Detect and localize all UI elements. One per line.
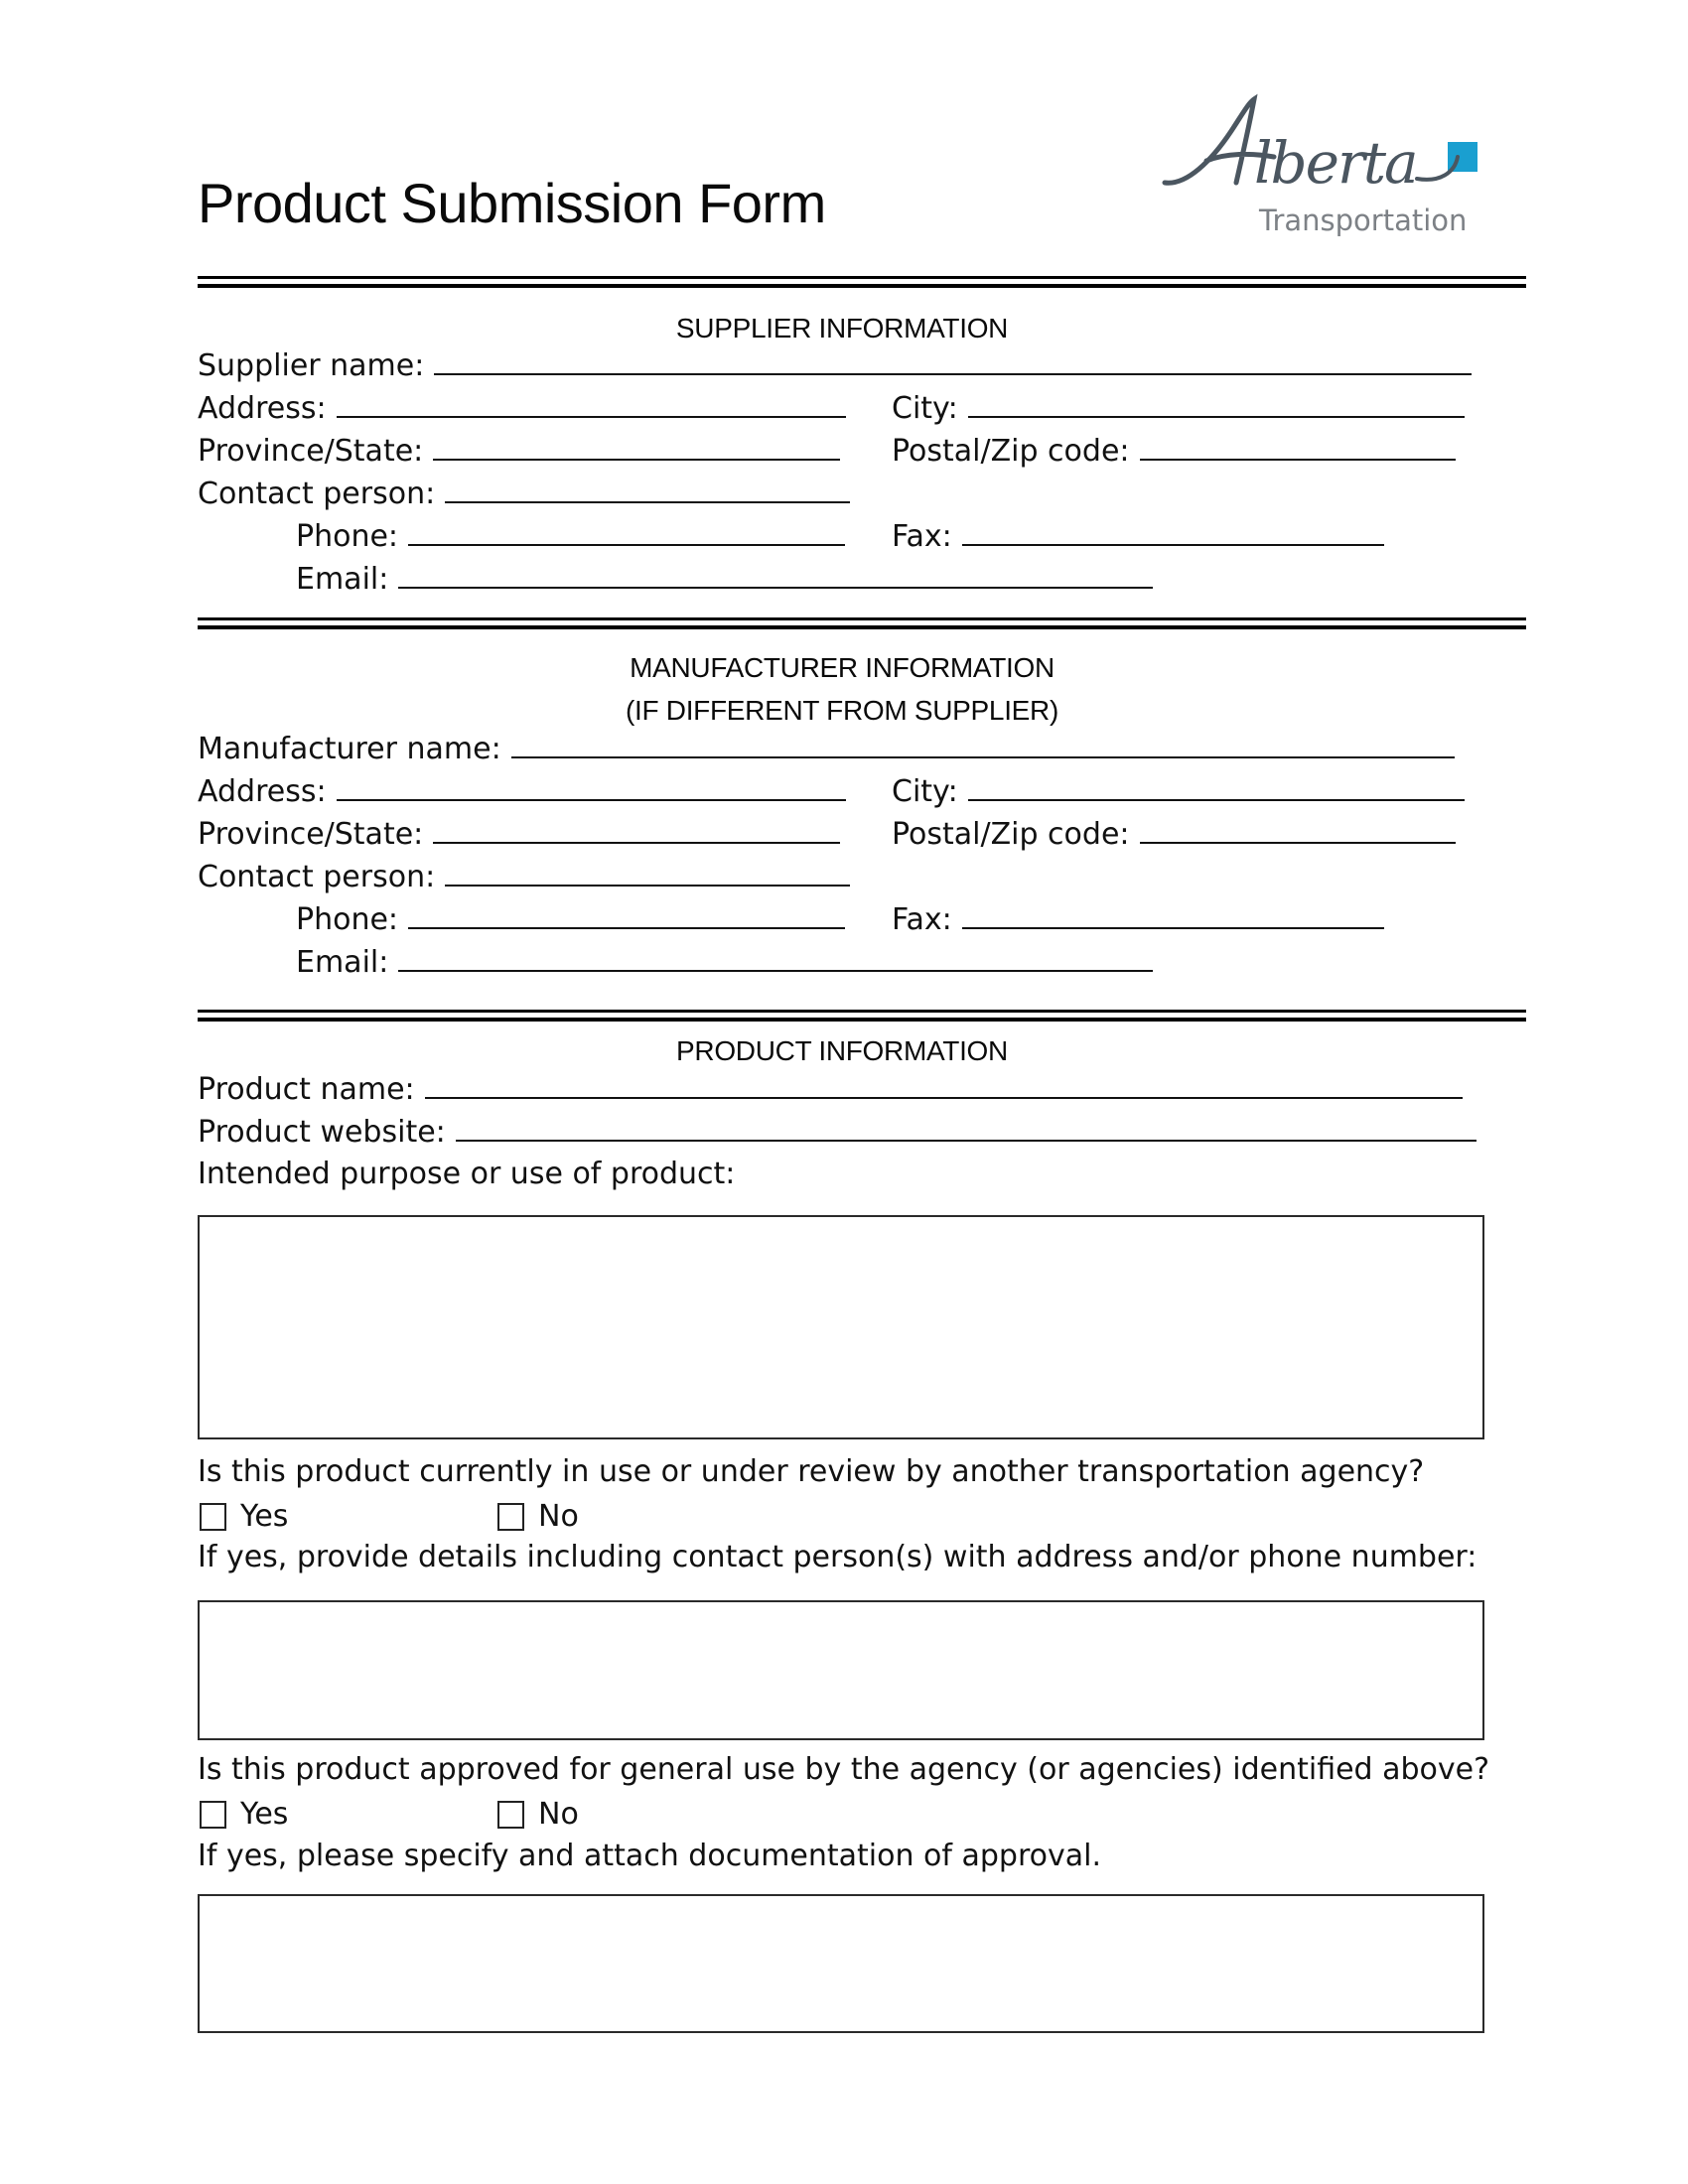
alberta-transportation-logo: [1157, 91, 1494, 240]
manufacturer-city-field[interactable]: [892, 773, 1465, 813]
supplier-name-field[interactable]: [198, 347, 1472, 387]
supplier-postal-input[interactable]: [1140, 433, 1456, 461]
supplier-province-input[interactable]: [433, 433, 840, 461]
section-divider: [198, 617, 1526, 629]
question-in-use-yes-label: Yes: [240, 1499, 289, 1534]
manufacturer-contact-field[interactable]: [198, 859, 850, 898]
supplier-name-label: Supplier name:: [198, 348, 425, 383]
question-in-use-details-label: If yes, provide details including contact person(s) with address and/or phone number:: [198, 1540, 1477, 1574]
supplier-postal-field[interactable]: [892, 433, 1456, 473]
manufacturer-city-label: City:: [892, 774, 958, 809]
manufacturer-section-heading: MANUFACTURER INFORMATION: [630, 652, 1055, 683]
supplier-fax-label: Fax:: [892, 519, 952, 554]
supplier-phone-label: Phone:: [296, 519, 399, 554]
manufacturer-postal-input[interactable]: [1140, 816, 1456, 844]
manufacturer-phone-label: Phone:: [296, 902, 399, 937]
supplier-address-field[interactable]: [198, 390, 846, 430]
manufacturer-fax-label: Fax:: [892, 902, 952, 937]
supplier-address-label: Address:: [198, 391, 327, 426]
product-purpose-label: Intended purpose or use of product:: [198, 1157, 736, 1191]
supplier-name-input[interactable]: [434, 347, 1472, 375]
supplier-city-label: City:: [892, 391, 958, 426]
product-section-heading: PRODUCT INFORMATION: [676, 1035, 1008, 1066]
question-in-use-no-label: No: [538, 1499, 579, 1534]
product-purpose-textarea[interactable]: [198, 1215, 1484, 1439]
supplier-province-field[interactable]: [198, 433, 840, 473]
svg-text:lberta: lberta: [1254, 129, 1417, 197]
question-in-use-yes-option[interactable]: [200, 1499, 288, 1534]
manufacturer-city-input[interactable]: [968, 773, 1465, 801]
manufacturer-postal-field[interactable]: [892, 816, 1456, 856]
checkbox-icon[interactable]: [200, 1801, 226, 1829]
question-approved-yes-option[interactable]: [200, 1797, 288, 1832]
manufacturer-contact-label: Contact person:: [198, 860, 436, 894]
product-website-field[interactable]: [198, 1114, 1477, 1154]
manufacturer-email-label: Email:: [296, 945, 389, 980]
checkbox-icon[interactable]: [200, 1503, 226, 1531]
manufacturer-contact-input[interactable]: [445, 859, 850, 887]
question-approved-yes-label: Yes: [240, 1797, 289, 1832]
manufacturer-address-field[interactable]: [198, 773, 846, 813]
supplier-phone-field[interactable]: [296, 518, 845, 558]
question-approved-text: Is this product approved for general use by the agency (or agencies) identified above?: [198, 1752, 1490, 1787]
product-website-input[interactable]: [456, 1114, 1477, 1142]
supplier-contact-label: Contact person:: [198, 477, 436, 511]
supplier-contact-input[interactable]: [445, 476, 850, 503]
checkbox-icon[interactable]: [497, 1801, 524, 1829]
product-name-input[interactable]: [425, 1071, 1463, 1099]
manufacturer-name-field[interactable]: [198, 731, 1455, 770]
supplier-email-field[interactable]: [296, 561, 1153, 601]
question-approved-details-label: If yes, please specify and attach documentation of approval.: [198, 1839, 1102, 1873]
manufacturer-province-label: Province/State:: [198, 817, 424, 852]
manufacturer-phone-input[interactable]: [408, 901, 845, 929]
section-divider: [198, 276, 1526, 288]
supplier-contact-field[interactable]: [198, 476, 850, 515]
manufacturer-province-field[interactable]: [198, 816, 840, 856]
alberta-wordmark-icon: [1157, 91, 1494, 240]
manufacturer-email-input[interactable]: [398, 944, 1153, 972]
manufacturer-province-input[interactable]: [433, 816, 840, 844]
manufacturer-address-input[interactable]: [337, 773, 846, 801]
product-website-label: Product website:: [198, 1115, 446, 1150]
supplier-address-input[interactable]: [337, 390, 846, 418]
supplier-fax-input[interactable]: [962, 518, 1384, 546]
supplier-province-label: Province/State:: [198, 434, 424, 469]
manufacturer-name-label: Manufacturer name:: [198, 732, 501, 766]
supplier-fax-field[interactable]: [892, 518, 1384, 558]
question-approved-details-textarea[interactable]: [198, 1894, 1484, 2033]
manufacturer-email-field[interactable]: [296, 944, 1153, 984]
question-approved-no-label: No: [538, 1797, 579, 1832]
checkbox-icon[interactable]: [497, 1503, 524, 1531]
manufacturer-fax-input[interactable]: [962, 901, 1384, 929]
manufacturer-address-label: Address:: [198, 774, 327, 809]
supplier-email-label: Email:: [296, 562, 389, 597]
question-in-use-no-option[interactable]: [497, 1499, 579, 1534]
manufacturer-name-input[interactable]: [511, 731, 1455, 758]
section-divider: [198, 1010, 1526, 1022]
supplier-city-field[interactable]: [892, 390, 1465, 430]
svg-text:Transportation: Transportation: [1259, 204, 1468, 237]
question-approved-no-option[interactable]: [497, 1797, 579, 1832]
product-name-label: Product name:: [198, 1072, 415, 1107]
manufacturer-fax-field[interactable]: [892, 901, 1384, 941]
supplier-city-input[interactable]: [968, 390, 1465, 418]
supplier-phone-input[interactable]: [408, 518, 845, 546]
manufacturer-phone-field[interactable]: [296, 901, 845, 941]
page-title: Product Submission Form: [198, 172, 826, 234]
product-name-field[interactable]: [198, 1071, 1463, 1111]
supplier-email-input[interactable]: [398, 561, 1153, 589]
supplier-section-heading: SUPPLIER INFORMATION: [675, 313, 1009, 343]
manufacturer-postal-label: Postal/Zip code:: [892, 817, 1130, 852]
manufacturer-section-subheading: (IF DIFFERENT FROM SUPPLIER): [626, 695, 1058, 726]
supplier-postal-label: Postal/Zip code:: [892, 434, 1130, 469]
question-in-use-text: Is this product currently in use or under review by another transportation agency?: [198, 1454, 1425, 1489]
question-in-use-details-textarea[interactable]: [198, 1600, 1484, 1740]
